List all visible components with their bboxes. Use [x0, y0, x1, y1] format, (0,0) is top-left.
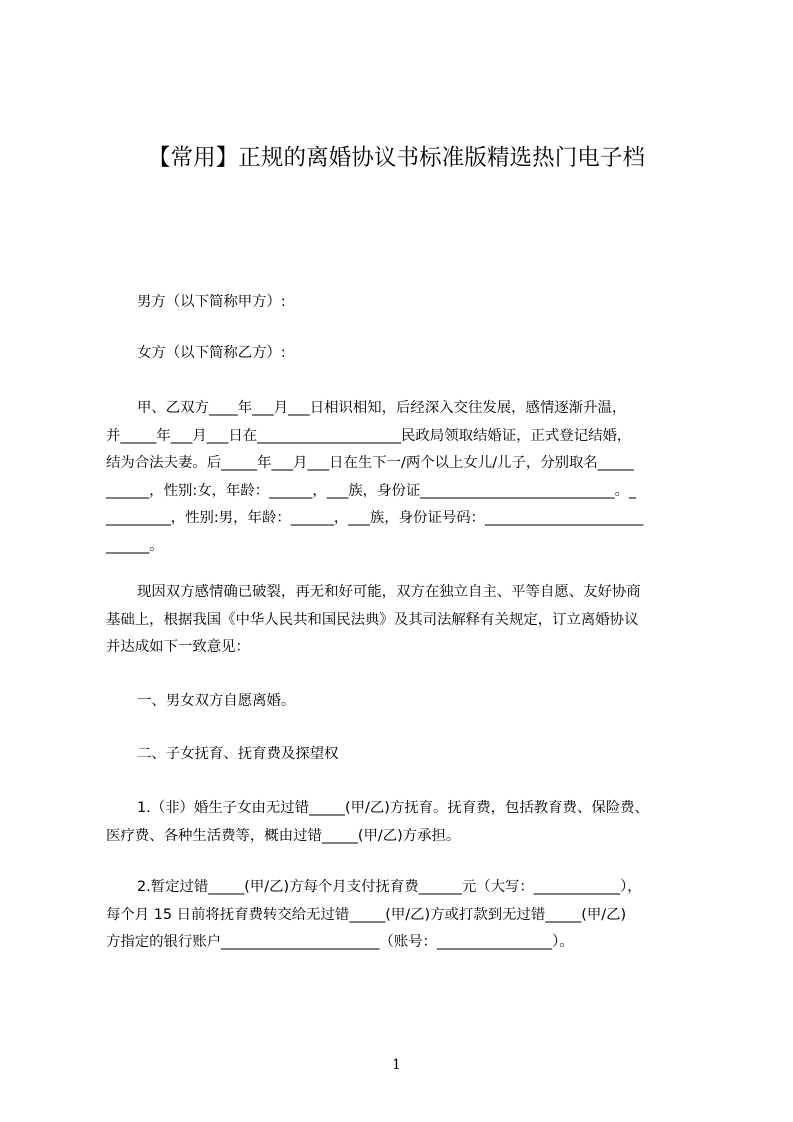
reason-line: 基础上，根据我国《中华人民共和国民法典》及其司法解释有关规定，订立离婚协议 — [106, 611, 639, 628]
intro-line: 结为合法夫妻。后_____年___月___日在生下一/两个以上女儿/儿子，分别取名_____ — [106, 455, 634, 471]
page-number: 1 — [392, 1057, 401, 1073]
clause-1-line: 1.（非）婚生子女由无过错_____(甲/乙)方抚育。抚育费，包括教育费、保险费、 — [137, 800, 649, 816]
intro-line: 甲、乙双方____年___月___日相识相知，后经深入交往发展，感情逐渐升温， — [137, 400, 627, 416]
party-male-line — [106, 289, 706, 317]
party-female-text: 女方（以下简称乙方）: — [137, 345, 286, 361]
section-2-text: 二、子女抚育、抚育费及探望权 — [137, 746, 339, 762]
document-title: 【常用】正规的离婚协议书标准版精选热门电子档 — [147, 145, 646, 171]
clause-2-line: 每个月 15 日前将抚育费转交给无过错_____(甲/乙)方或打款到无过错_____(甲/乙) — [106, 906, 627, 923]
reason-line: 现因双方感情确已破裂，再无和好可能，双方在独立自主、平等自愿、友好协商 — [137, 584, 641, 600]
clause-2-line: 方指定的银行账户______________________（账号：________________）。 — [106, 934, 574, 950]
intro-line: _________，性别:男，年龄：______，___族，身份证号码：______________________ — [106, 510, 644, 526]
intro-line: 并_____年___月___日在____________________民政局领取结婚证，正式登记结婚， — [106, 427, 632, 444]
clause-2-line: 2.暂定过错_____(甲/乙)方每个月支付抚育费______元（大写：____________）， — [137, 879, 642, 895]
reason-paragraph — [106, 579, 706, 662]
intro-paragraph — [106, 395, 706, 560]
intro-line: ______，性别:女，年龄：______，___族，身份证___________________________。_ — [106, 482, 637, 499]
section-1-text: 一、男女双方自愿离婚。 — [137, 693, 296, 709]
section-2-heading — [106, 741, 706, 769]
clause-1-paragraph — [106, 795, 706, 850]
party-male-text: 男方（以下简称甲方）: — [137, 294, 286, 310]
party-female-line — [106, 340, 706, 368]
clause-2-paragraph — [106, 874, 706, 957]
intro-line: ______。 — [106, 537, 164, 554]
reason-line: 并达成如下一致意见： — [106, 639, 250, 655]
clause-1-line: 医疗费、各种生活费等，概由过错_____(甲/乙)方承担。 — [106, 827, 461, 844]
section-1-heading — [106, 688, 706, 716]
